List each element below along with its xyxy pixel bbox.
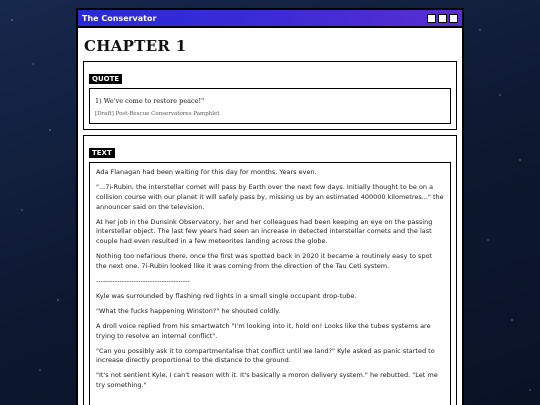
quote-source: [Draft] Post-Rescue Conservatores Pamphlet (95, 111, 220, 117)
text-card (83, 135, 457, 405)
window-content (78, 28, 462, 405)
story-paragraph: "It's not sentient Kyle, I can't reason with it. It's basically a moron delivery system." he rebutted. "Let me try something." (96, 371, 438, 390)
window-controls (427, 14, 458, 23)
story-paragraph: At her job in the Dunsink Observatory, her and her colleagues had been keeping an eye on the passing interstellar object. The last few years had seen an increase in detected interstellar comets and the last couple had even resulted in a few meteorites landing across the globe. (96, 217, 433, 246)
story-paragraph: A droll voice replied from his smartwatch "I'm looking into it, hold on! Looks like the tubes systems are trying to resolve an internal conflict". (96, 321, 431, 340)
maximize-button[interactable] (438, 14, 447, 23)
chapter-title: CHAPTER 1 (84, 37, 187, 55)
text-label: TEXT (89, 148, 115, 158)
title-bar[interactable] (78, 10, 462, 28)
story-paragraph: "...7i-Rubin, the interstellar comet will pass by Earth over the next few days. Initially thought to be on a collision course with our planet it will safely pass by, missing us by an estimated 400000 kilometres..." the announcer said on the television. (96, 182, 444, 211)
quote-card (83, 61, 457, 130)
app-window (76, 8, 464, 405)
story-paragraph: Ada Flanagan had been waiting for this day for months. Years even. (96, 168, 317, 176)
story-paragraph: "What the fucks happening Winston?" he shouted coldly. (96, 306, 281, 315)
quote-box (89, 88, 451, 124)
story-text[interactable] (89, 162, 451, 405)
close-button[interactable] (449, 14, 458, 23)
quote-label: QUOTE (89, 74, 122, 84)
story-paragraph: "Can you possibly ask it to compartmentalise that conflict until we land?" Kyle asked as panic started to increase directly proportional to the distance to the ground. (96, 346, 435, 365)
window-title: The Conservator (82, 13, 157, 23)
story-paragraph: Kyle was surrounded by flashing red lights in a small single occupant drop-tube. (96, 291, 357, 300)
quote-text: 1) We've come to restore peace!" (95, 97, 205, 105)
story-paragraph: Nothing too nefarious there, once the first was spotted back in 2020 it became a routinely easy to spot the next one. 7i-Rubin looked like it was coming from the direction of the Tau Ceti system. (96, 252, 433, 270)
scene-divider: ---------------------------------------- (96, 276, 190, 285)
minimize-button[interactable] (427, 14, 436, 23)
